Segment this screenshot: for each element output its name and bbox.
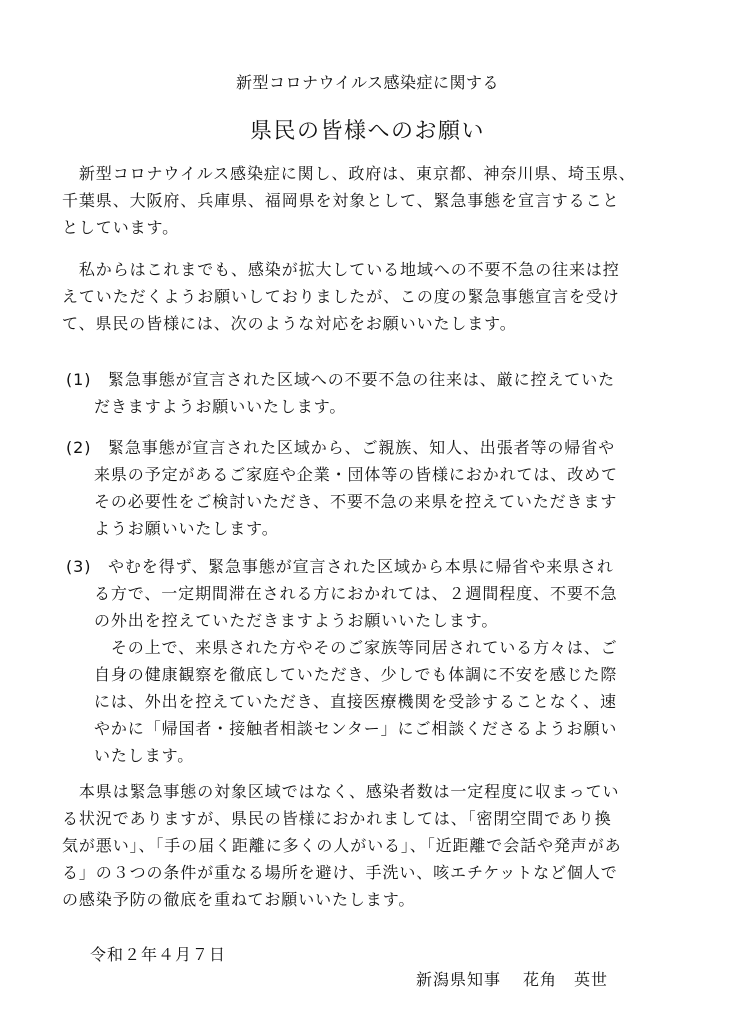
closing-line: る」の３つの条件が重なる場所を避け、手洗い、咳エチケットなど個人で bbox=[62, 863, 618, 882]
document-date: 令和２年４月７日 bbox=[90, 945, 227, 964]
closing-line: 本県は緊急事態の対象区域ではなく、感染者数は一定程度に収まってい bbox=[62, 782, 620, 801]
request-item-3 bbox=[66, 553, 666, 769]
closing-line: 気が悪い」、「手の届く距離に多くの人がいる」、「近距離で会話や発声があ bbox=[62, 836, 622, 855]
item-line: 緊急事態が宣言された区域から、ご親族、知人、出張者等の帰省や bbox=[108, 438, 616, 457]
request-line: て、県民の皆様には、次のような対応をお願いいたします。 bbox=[62, 314, 517, 333]
intro-line: 千葉県、大阪府、兵庫県、福岡県を対象として、緊急事態を宣言すること bbox=[62, 191, 620, 210]
closing-line: る状況でありますが、県民の皆様におかれましては、「密閉空間であり換 bbox=[62, 809, 612, 828]
request-item-2 bbox=[66, 434, 666, 542]
request-paragraph bbox=[62, 256, 662, 337]
intro-line: としています。 bbox=[62, 218, 180, 237]
signer-title: 新潟県知事 bbox=[416, 970, 502, 989]
closing-line: の感染予防の徹底を重ねてお願いいたします。 bbox=[62, 890, 416, 909]
signer-name: 花角 英世 bbox=[523, 970, 609, 989]
item-line: だきますようお願いいたします。 bbox=[94, 397, 347, 416]
closing-paragraph bbox=[62, 778, 662, 913]
item-line: やむを得ず、緊急事態が宣言された区域から本県に帰省や来県され bbox=[108, 557, 614, 576]
item-line: やかに「帰国者・接触者相談センター」にご相談くださるようお願い bbox=[94, 719, 618, 738]
item-line: 自身の健康観察を徹底していただき、少しでも体調に不安を感じた際 bbox=[94, 665, 618, 684]
item-line: る方で、一定期間滞在される方におかれては、２週間程度、不要不急 bbox=[94, 584, 618, 603]
item-line: いたします。 bbox=[94, 746, 195, 765]
request-line: えていただくようお願いしておりましたが、この度の緊急事態宣言を受け bbox=[62, 287, 620, 306]
item-number: (2) bbox=[66, 438, 92, 457]
request-line: 私からはこれまでも、感染が拡大している地域への不要不急の往来は控 bbox=[62, 260, 620, 279]
document-title: 県民の皆様へのお願い bbox=[249, 119, 485, 144]
item-line: ようお願いいたします。 bbox=[94, 519, 279, 538]
item-line: その必要性をご検討いただき、不要不急の来県を控えていただきます bbox=[94, 492, 618, 511]
item-line: の外出を控えていただきますようお願いいたします。 bbox=[94, 611, 499, 630]
item-number: (1) bbox=[66, 370, 92, 389]
item-line: 来県の予定があるご家庭や企業・団体等の皆様におかれては、改めて bbox=[94, 465, 618, 484]
item-line: には、外出を控えていただき、直接医療機関を受診することなく、速 bbox=[94, 692, 617, 711]
intro-paragraph bbox=[62, 160, 662, 241]
signature-block bbox=[416, 967, 608, 990]
document-subtitle: 新型コロナウイルス感染症に関する bbox=[235, 73, 500, 92]
item-line: その上で、来県された方やそのご家族等同居されている方々は、ご bbox=[94, 638, 618, 657]
item-number: (3) bbox=[66, 557, 92, 576]
request-item-1 bbox=[66, 366, 666, 420]
intro-line: 新型コロナウイルス感染症に関し、政府は、東京都、神奈川県、埼玉県、 bbox=[62, 164, 636, 183]
item-line: 緊急事態が宣言された区域への不要不急の往来は、厳に控えていた bbox=[108, 370, 616, 389]
